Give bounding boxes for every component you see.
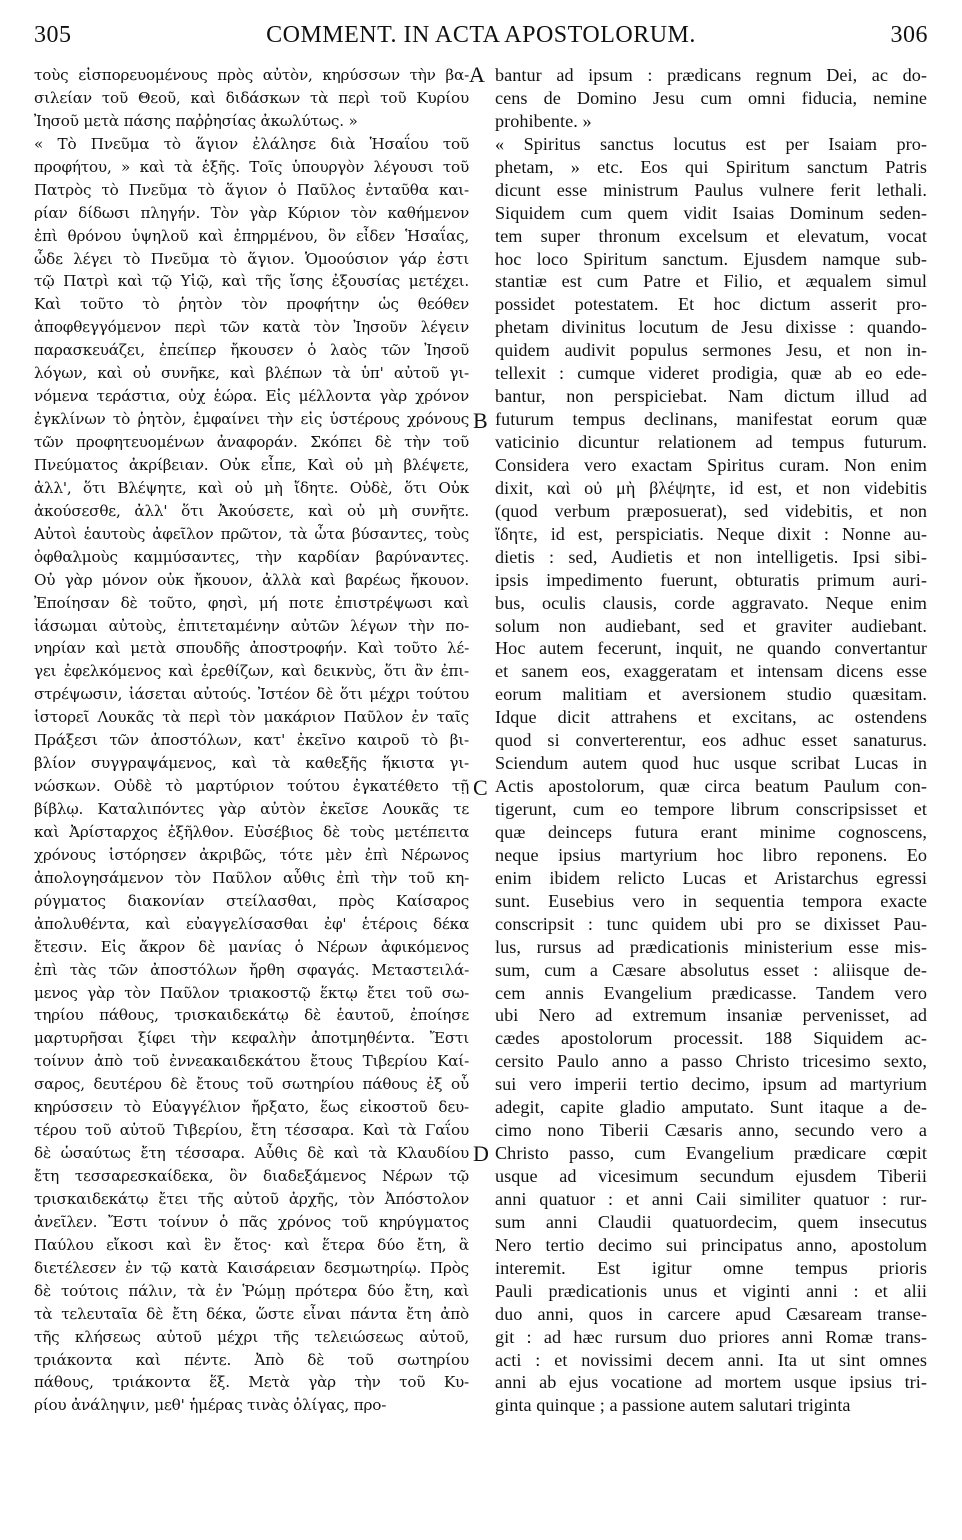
text-line: ἀλλ', ὅτι Βλέψητε, καὶ οὐ μὴ ἴδητε. Οὐδὲ, ὅτι Οὐκ xyxy=(34,478,469,497)
text-line: cem annis Evangelium prædicasse. Tandem vero xyxy=(495,982,927,1003)
text-line: (quod verbum præposuerat), sed videbitis, et non xyxy=(495,500,927,521)
text-line: ἀνεῖλεν. Ἔστι τοίνυν ὁ πᾶς χρόνος τοῦ κηρύγματος xyxy=(34,1212,469,1231)
text-line: Christo passo, cum Evangelium prædicare cœpit xyxy=(495,1143,927,1164)
text-line: bus, oculis clausis, corde aggravato. Neque enim xyxy=(495,592,927,613)
text-line: στρέψωσιν, ἰάσεται αὐτούς. Ἰστέον δὲ ὅτι μέχρι τούτου xyxy=(34,685,469,704)
text-line: dixit, καὶ οὐ μὴ βλέψητε, id est, et non videbitis xyxy=(495,477,927,498)
text-line: quidem audivit populus sermones Jesu, et non in- xyxy=(495,340,927,361)
text-line: Considera vero exactam Spiritus curam. Non enim xyxy=(495,454,927,475)
text-line: δὲ τούτοις πάλιν, τὰ ἐν Ῥώμῃ πρότερα δύο ἔτη, καὶ xyxy=(34,1281,469,1300)
text-line: βλίον συγγραψάμενος, καὶ τὰ καθεξῆς ἥκιστα γι- xyxy=(34,754,469,773)
text-line: Actis apostolorum, quæ circa beatum Paulum con- xyxy=(495,776,927,797)
text-line: sui vero imperii tertio decimo, ipsum ad martyrium xyxy=(495,1074,927,1095)
text-line: λόγων, καὶ οὐ συνῆκε, καὶ βλέπων τὰ ὑπ' αὐτοῦ γι- xyxy=(34,364,469,383)
text-line: sunt. Eusebius vero in sequentia tempora exacte xyxy=(495,890,927,911)
text-line: ἔτεσιν. Εἰς ἄκρον δὲ μανίας ὁ Νέρων ἀφικόμενος xyxy=(34,937,469,956)
text-line: ρίου ἀνάληψιν, μεθ' ἡμέρας τινὰς ὀλίγας, προ- xyxy=(34,1396,387,1415)
text-line: stantiæ est cum Patre et Filio, et æqualem simul xyxy=(495,271,927,292)
text-line: Καὶ τοῦτο τὸ ῥητὸν τὸν προφήτην ὡς θεόθεν xyxy=(34,295,469,314)
section-marker-c: C xyxy=(473,775,488,800)
text-line: μενος γὰρ τὸν Παῦλον τριακοστῷ ἕκτῳ ἔτει τοῦ σω- xyxy=(34,983,469,1002)
text-line: τέρου τοῦ αὐτοῦ Τιβερίου, ἔτη τέσσαρα. Καὶ τὰ Γαΐου xyxy=(34,1121,469,1140)
text-line: Ἰησοῦ μετὰ πάσης παῤῥησίας ἀκωλύτως. » xyxy=(34,111,358,130)
text-line: cædes apostolorum processit. 188 Siquidem ac- xyxy=(495,1028,927,1049)
text-line: Αὐτοὶ ἑαυτοὺς ἀφεῖλον πρῶτον, τὰ ὦτα βύσαντες, τοὺς xyxy=(34,524,469,543)
text-line: ἀκούσεσθε, ἀλλ' ὅτι Ἀκούσετε, καὶ οὐ μὴ συνῆτε. xyxy=(34,501,469,520)
text-line: dicunt esse ministrum Paulus vulnere ferit lethali. xyxy=(495,179,927,200)
text-line: vaticinio dicuntur relationem ad tempus futurum. xyxy=(495,432,927,452)
text-line: futurum tempus declinans, manifestat eorum quæ xyxy=(495,409,927,430)
text-line: τῷ Πατρὶ καὶ τῷ Υἱῷ, καὶ τῆς ἴσης ἐξουσίας μετέχει. xyxy=(34,272,469,291)
text-line: interemit. Est igitur omne tempus prioris xyxy=(495,1257,927,1278)
latin-column xyxy=(495,64,927,1417)
text-line: τοίνυν ἀπὸ τοῦ ἐννεακαιδεκάτου ἔτους Τιβερίου Καί- xyxy=(34,1052,469,1071)
text-line: τὰ τελευταῖα δὲ ἔτη δέκα, ὥστε εἶναι πάντα ἔτη ἀπὸ xyxy=(34,1304,469,1323)
text-line: usque ad vicesimum secundum ejusdem Tiberii xyxy=(495,1166,927,1186)
text-line: σιλείαν τοῦ Θεοῦ, καὶ διδάσκων τὰ περὶ τοῦ Κυρίου xyxy=(34,88,469,107)
text-line: βίβλῳ. Καταλιπόντες γὰρ αὐτὸν ἐκεῖσε Λουκᾶς τε xyxy=(34,800,469,818)
text-line: tem super thronum excelsum et elevatum, vocat xyxy=(495,225,927,246)
text-line: enim ibidem relicto Lucas et Aristarchus egressi xyxy=(495,867,927,888)
text-line: νώσκων. Οὐδὲ τὸ μαρτύριον τούτου ἐγκατέθετο τῇ xyxy=(34,777,469,796)
text-line: solum non audiebant, sed et graviter audiebant. xyxy=(495,615,927,636)
section-marker-d: D xyxy=(473,1141,489,1166)
text-line: Idque dicit attrahens et excitans, ac ostendens xyxy=(495,707,927,728)
text-line: cimo nono Tiberii Cæsaris anno, secundo vero a xyxy=(495,1120,927,1141)
text-line: δὲ ὡσαύτως ἔτη τέσσαρα. Αὖθις δὲ καὶ τὰ Κλαυδίου xyxy=(34,1144,469,1163)
text-line: dietis : sed, Audietis et non intelligetis. Ipsi sibi- xyxy=(495,546,927,567)
page-number-left: 305 xyxy=(34,22,72,48)
text-line: hoc loco Spiritum sanctum. Ejusdem namque sub- xyxy=(495,248,927,269)
text-line: quod si converterentur, eos adhuc esset sanaturus. xyxy=(495,730,927,751)
text-line: Hoc autem fecerunt, inquit, ne quando convertantur xyxy=(495,638,927,659)
text-line: τρισκαιδεκάτῳ ἔτει τῆς αὐτοῦ ἀρχῆς, τὸν Ἀπόστολον xyxy=(34,1189,469,1208)
text-line: eorum malitiam et aversionem studio quæsitam. xyxy=(495,684,927,705)
text-line: Παύλου εἴκοσι καὶ ἓν ἔτος· καὶ ἕτερα δύο ἔτη, ἃ xyxy=(34,1235,469,1254)
text-line: lus, rursus ad prædicationis ministerium esse mis- xyxy=(495,936,927,957)
text-line: ἔτη τεσσαρεσκαίδεκα, ὃν διαδεξάμενος Νέρων τῷ xyxy=(34,1167,469,1185)
text-line: ἱστορεῖ Λουκᾶς τὰ περὶ τὸν μακάριον Παῦλον ἐν ταῖς xyxy=(34,708,469,727)
text-line: διετέλεσεν ἐν τῷ κατὰ Καισάρειαν δεσμωτηρίῳ. Πρὸς xyxy=(34,1258,469,1277)
text-line: νόμενα τεράστια, οὐχ ἑώρα. Εἰς μέλλοντα γὰρ χρόνον xyxy=(34,387,469,406)
text-line: χρόνους ἱστόρησεν ἀκριβῶς, τότε μὲν ἐπὶ Νέρωνος xyxy=(34,845,469,864)
text-line: duo anni, quos in carcere apud Cæsaream transe- xyxy=(495,1303,927,1324)
text-line: tigerunt, cum eo tempore librum conscripsisset et xyxy=(495,799,927,819)
text-line: et sanem eos, exaggeratam et intensam dicens esse xyxy=(495,661,927,682)
text-line: « Spiritus sanctus locutus est per Isaiam pro- xyxy=(495,133,927,154)
text-line: possidet potestatem. Et hoc dictum asserit pro- xyxy=(495,294,927,315)
text-line: « Τὸ Πνεῦμα τὸ ἅγιον ἐλάλησε διὰ Ἡσαΐου τοῦ xyxy=(34,134,469,153)
text-line: conscripsit : tunc quidem ubi pro se dixisset Pau- xyxy=(495,913,927,934)
section-marker-b: B xyxy=(473,408,488,433)
text-line: phetam divinitus locutum de Jesu dixisse : quando- xyxy=(495,317,927,338)
text-line: Οὐ γὰρ μόνον οὐκ ἤκουον, ἀλλὰ καὶ βαρέως ἤκουον. xyxy=(34,570,469,589)
text-line: Nero tertio decimo sui principatus anno, apostolum xyxy=(495,1234,927,1255)
text-line: Πνεύματος ἀκρίβειαν. Οὐκ εἶπε, Καὶ οὐ μὴ βλέψετε, xyxy=(34,455,469,474)
text-line: sum anni Claudii quatuordecim, quem insecutus xyxy=(495,1211,927,1232)
text-line: τριάκοντα καὶ πέντε. Ἀπὸ δὲ τοῦ σωτηρίου xyxy=(34,1350,469,1369)
text-line: ρύγματος διακονίαν στείλασθαι, πρὸς Καίσαρος xyxy=(34,891,469,910)
text-line: ipsis impedimento fuerunt, obturatis primum auri- xyxy=(495,569,927,590)
text-line: Pauli prædicationis unus et viginti anni : et alii xyxy=(495,1280,927,1301)
text-line: cens de Domino Jesu cum omni fiducia, nemine xyxy=(495,87,927,108)
text-line: bantur, non perspiciebat. Nam dictum illud ad xyxy=(495,386,927,407)
page-number-right: 306 xyxy=(890,22,928,48)
text-line: cersito Paulo anno a passo Christo tricesimo sexto, xyxy=(495,1051,927,1072)
text-line: ἰάσωμαι αὐτοὺς, ἐπιτεταμένην αὐτῶν λέγων τὴν πο- xyxy=(34,616,469,635)
text-line: prohibente. » xyxy=(495,110,592,131)
text-line: Πατρὸς τὸ Πνεῦμα τὸ ἅγιον ὁ Παῦλος ἐνταῦθα και- xyxy=(34,180,469,199)
text-line: Πράξεσι τῶν ἀποστόλων, κατ' ἐκεῖνο καιροῦ τὸ βι- xyxy=(34,731,469,750)
text-line: ἐπὶ τὰς τῶν ἀποστόλων ἤρθη σφαγάς. Μεταστειλά- xyxy=(34,960,469,979)
text-line: κηρύσσειν τὸ Εὐαγγέλιον ἤρξατο, ἕως εἰκοστοῦ δευ- xyxy=(34,1098,469,1117)
text-line: πάθους, τριάκοντα ἕξ. Μετὰ γὰρ τὴν τοῦ Κυ- xyxy=(34,1373,469,1392)
text-line: phetam, » etc. Eos qui Spiritum sanctum Patris xyxy=(495,156,927,177)
text-line: ἀπολυθέντα, καὶ εὐαγγελίσασθαι ἐφ' ἑτέροις δέκα xyxy=(34,914,469,933)
text-line: σαρος, δευτέρου δὲ ἔτους τοῦ σωτηρίου πάθους ἐξ οὗ xyxy=(34,1075,469,1094)
text-line: ἐπὶ θρόνου ὑψηλοῦ καὶ ἐπηρμένου, ὃν εἶδεν Ἡσαΐας, xyxy=(34,226,469,245)
text-line: Sciendum autem quod huc usque scribat Lucas in xyxy=(495,753,927,774)
text-line: ἴδητε, id est, perspiciatis. Neque dixit : Nonne au- xyxy=(495,523,927,544)
text-line: Siquidem cum quem vidit Isaias Dominum seden- xyxy=(495,202,927,223)
page-header xyxy=(34,22,928,52)
text-line: ὀφθαλμοὺς καμμύσαντες, τὴν καρδίαν βαρύναντες. xyxy=(34,547,469,566)
text-line: Ἐποίησαν δὲ τοῦτο, φησὶ, μή ποτε ἐπιστρέψωσι καὶ xyxy=(34,593,469,612)
text-line: neque ipsius martyrium hoc libro reponens. Eo xyxy=(495,844,927,865)
text-line: anni quatuor : et anni Caii similiter quatuor : rur- xyxy=(495,1188,927,1209)
text-line: git : ad hæc rursum duo priores anni Romæ trans- xyxy=(495,1326,927,1347)
text-line: anni ab ejus vocatione ad mortem usque ipsius tri- xyxy=(495,1372,927,1393)
section-marker-a: A xyxy=(469,62,485,87)
text-line: παρασκευάζει, ἐπείπερ ἤκουσεν ὁ λαὸς τῶν Ἰησοῦ xyxy=(34,341,469,360)
text-line: ginta quinque ; a passione autem salutari triginta xyxy=(495,1395,851,1416)
text-line: ὧδε λέγει τὸ Πνεῦμα τὸ ἅγιον. Ὁμοούσιον γάρ ἐστι xyxy=(34,249,469,268)
text-line: acti : et novissimi decem anni. Ita ut sint omnes xyxy=(495,1349,927,1370)
text-line: adegit, capite gladio amputato. Sunt itaque a de- xyxy=(495,1097,927,1118)
text-line: ἀπολογησάμενον τὸν Παῦλον αὖθις ἐπὶ τὴν τοῦ κη- xyxy=(34,868,469,887)
text-line: ρίαν δίδωσι πληγήν. Τὸν γὰρ Κύριον τὸν καθήμενον xyxy=(34,203,469,222)
text-line: bantur ad ipsum : prædicans regnum Dei, ac do- xyxy=(495,65,927,85)
running-title: COMMENT. IN ACTA APOSTOLORUM. xyxy=(266,22,696,48)
text-line: τηρίου πάθους, τρισκαιδεκάτῳ δὲ ἑαυτοῦ, ἐποίησε xyxy=(34,1006,469,1025)
text-line: νηρίαν καὶ μετὰ σπουδῆς ἀποστροφήν. Καὶ τοῦτο λέ- xyxy=(34,639,469,658)
greek-column xyxy=(34,64,469,1417)
text-line: sum, cum a Cæsare absolutus esset : aliisque de- xyxy=(495,959,927,980)
text-line: quæ deinceps futura erant minime cognoscens, xyxy=(495,821,927,842)
text-line: ἐγκλίνων τὸ ῥητὸν, ἐμφαίνει τὴν εἰς ὑστέρους χρόνους xyxy=(34,410,469,429)
text-line: ἀποφθεγγόμενον περὶ τῶν κατὰ τὸν Ἰησοῦν λέγειν xyxy=(34,318,469,337)
text-line: τοὺς εἰσπορευομένους πρὸς αὐτὸν, κηρύσσων τὴν βα- xyxy=(34,66,469,84)
text-line: τῆς κλήσεως αὐτοῦ μέχρι τῆς τελειώσεως αὐτοῦ, xyxy=(34,1327,469,1346)
text-line: γει ἐφελκόμενος καὶ ἐρεθίζων, καὶ δεικνὺς, ὅτι ἂν ἐπι- xyxy=(34,662,469,681)
text-line: καὶ Ἀρίσταρχος ἐξῆλθον. Εὐσέβιος δὲ τοὺς μετέπειτα xyxy=(34,822,469,841)
text-line: tellexit : cumque videret prodigia, quæ ab eo ede- xyxy=(495,363,927,384)
text-line: μαρτυρῆσαι ξίφει τὴν κεφαλὴν ἀποτμηθέντα. Ἔστι xyxy=(34,1029,469,1048)
text-line: προφήτου, » καὶ τὰ ἑξῆς. Τοῖς ὑπουργὸν λέγουσι τοῦ xyxy=(34,157,469,176)
text-line: τῶν προφητευομένων ἀναφοράν. Σκόπει δὲ τὴν τοῦ xyxy=(34,433,469,451)
text-line: ubi Nero ad extremum insaniæ pervenisset, ad xyxy=(495,1005,927,1026)
